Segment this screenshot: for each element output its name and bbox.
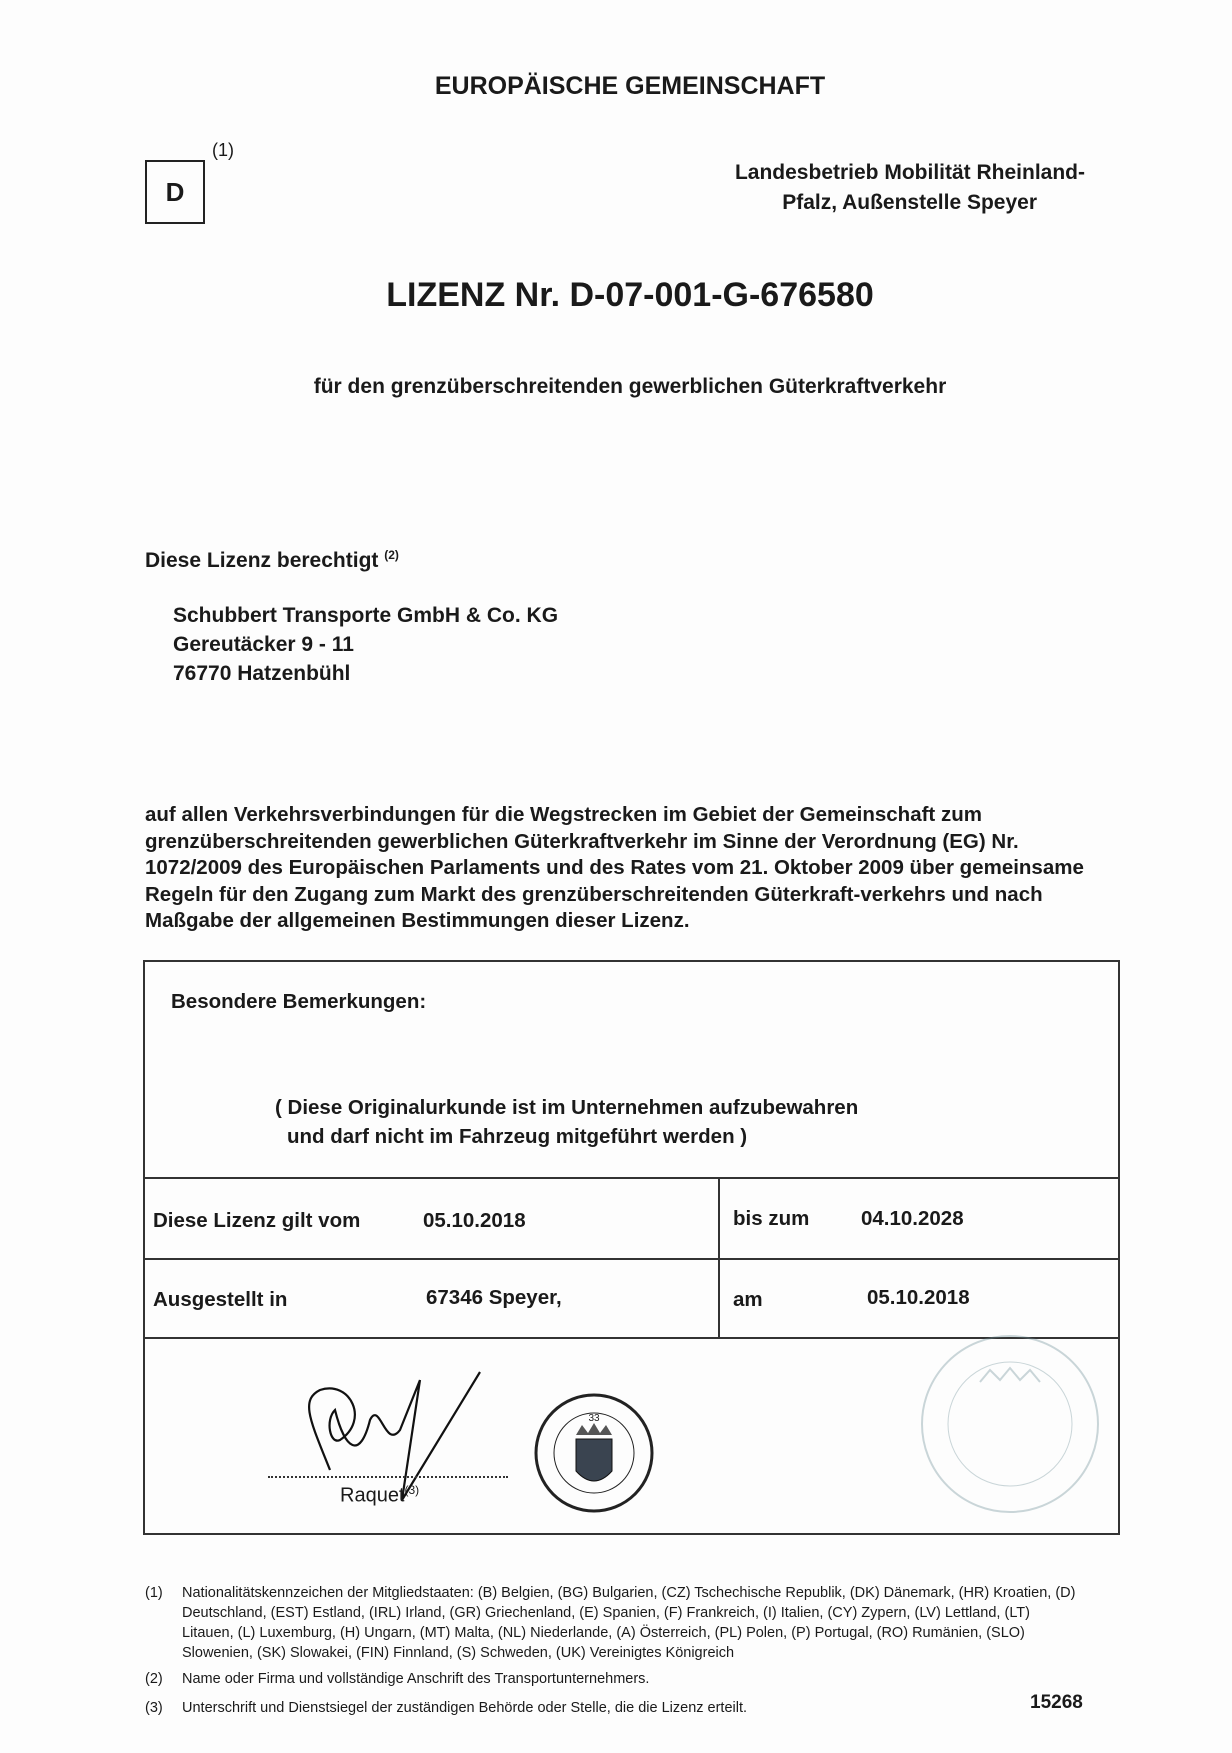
signatory-name-text: Raquet (340, 1484, 405, 1507)
issued-label: Ausgestellt in (153, 1288, 288, 1311)
issued-date-label: am (733, 1288, 763, 1311)
seal-number: 33 (588, 1413, 600, 1424)
footnote-ref-2: (2) (384, 548, 399, 562)
issued-place: 67346 Speyer, (426, 1286, 562, 1309)
footnote-number: (2) (145, 1671, 163, 1687)
authority-line-2: Pfalz, Außenstelle Speyer (782, 191, 1037, 214)
validity-label: Diese Lizenz gilt vom (153, 1209, 361, 1232)
remarks-label: Besondere Bemerkungen: (171, 990, 427, 1013)
holder-address (173, 601, 558, 688)
authority-line-1: Landesbetrieb Mobilität Rheinland- (734, 161, 1085, 184)
official-seal-icon (532, 1391, 656, 1515)
footnote-number: (3) (145, 1700, 163, 1716)
license-subtitle: für den grenzüberschreitenden gewerblichen Güterkraftverkehr (313, 375, 947, 398)
divider (145, 1258, 1118, 1260)
entitled-label (145, 548, 399, 573)
document-title: EUROPÄISCHE GEMEINSCHAFT (434, 72, 826, 100)
country-footnote-ref: (1) (212, 140, 234, 160)
footnote-text: Nationalitätskennzeichen der Mitgliedstaaten: (B) Belgien, (BG) Bulgarien, (CZ) Tschechische Republik, (DK) Dänemark, (HR) Kroatien, (D) Deutschland, (EST) Estland, (IRL) Irland, (GR) Griechenland, (E) Spanien, (F) Frankreich, (I) Italien, (CY) Zypern, (LV) Lettland, (LT) Litauen, (L) Luxemburg, (H) Ungarn, (MT) Malta, (NL) Niederlande, (A) Österreich, (PL) Polen, (P) Portugal, (RO) Rumänien, (SLO) Slowenien, (SK) Slowakei, (FIN) Finnland, (S) Schweden, (UK) Vereinigtes Königreich (182, 1585, 1076, 1661)
remarks-line-1: ( Diese Originalurkunde ist im Unternehmen aufzubewahren (275, 1096, 859, 1119)
country-code-box: D (145, 160, 205, 224)
remarks-line-2: und darf nicht im Fahrzeug mitgeführt werden ) (287, 1125, 748, 1148)
signature-line (268, 1476, 508, 1478)
faint-stamp-icon (918, 1332, 1102, 1516)
issuing-authority (640, 158, 1085, 218)
footnote-number: (1) (145, 1585, 163, 1601)
license-number: LIZENZ Nr. D-07-001-G-676580 (386, 276, 874, 314)
footnote-text: Unterschrift und Dienstsiegel der zuständigen Behörde oder Stelle, die die Lizenz erteilt. (182, 1700, 748, 1716)
footnote-ref-3: (3) (404, 1483, 420, 1497)
holder-street: Gereutäcker 9 - 11 (173, 633, 354, 656)
valid-until: 04.10.2028 (861, 1207, 964, 1230)
document-number: 15268 (1030, 1692, 1083, 1713)
holder-city: 76770 Hatzenbühl (173, 662, 351, 685)
license-body-text: auf allen Verkehrsverbindungen für die Wegstrecken im Gebiet der Gemeinschaft zum grenzüberschreitenden gewerblichen Güterkraftverkehr im Sinne der Verordnung (EG) Nr. 1072/2009 des Europäischen Parlaments und des Rates vom 21. Oktober 2009 über gemeinsame Regeln für den Zugang zum Markt des grenzüberschreitenden Güterkraft-verkehrs und nach Maßgabe der allgemeinen Bestimmungen dieser Lizenz. (145, 803, 1084, 932)
entitled-label-text: Diese Lizenz berechtigt (145, 549, 379, 572)
valid-from: 05.10.2018 (423, 1209, 526, 1232)
signatory-name (340, 1483, 419, 1508)
footnote-text: Name oder Firma und vollständige Anschrift des Transportunternehmers. (182, 1671, 650, 1687)
holder-name: Schubbert Transporte GmbH & Co. KG (173, 604, 559, 627)
valid-until-label: bis zum (733, 1207, 810, 1230)
column-divider (718, 1179, 720, 1339)
issued-date: 05.10.2018 (867, 1286, 970, 1309)
divider (145, 1177, 1118, 1179)
